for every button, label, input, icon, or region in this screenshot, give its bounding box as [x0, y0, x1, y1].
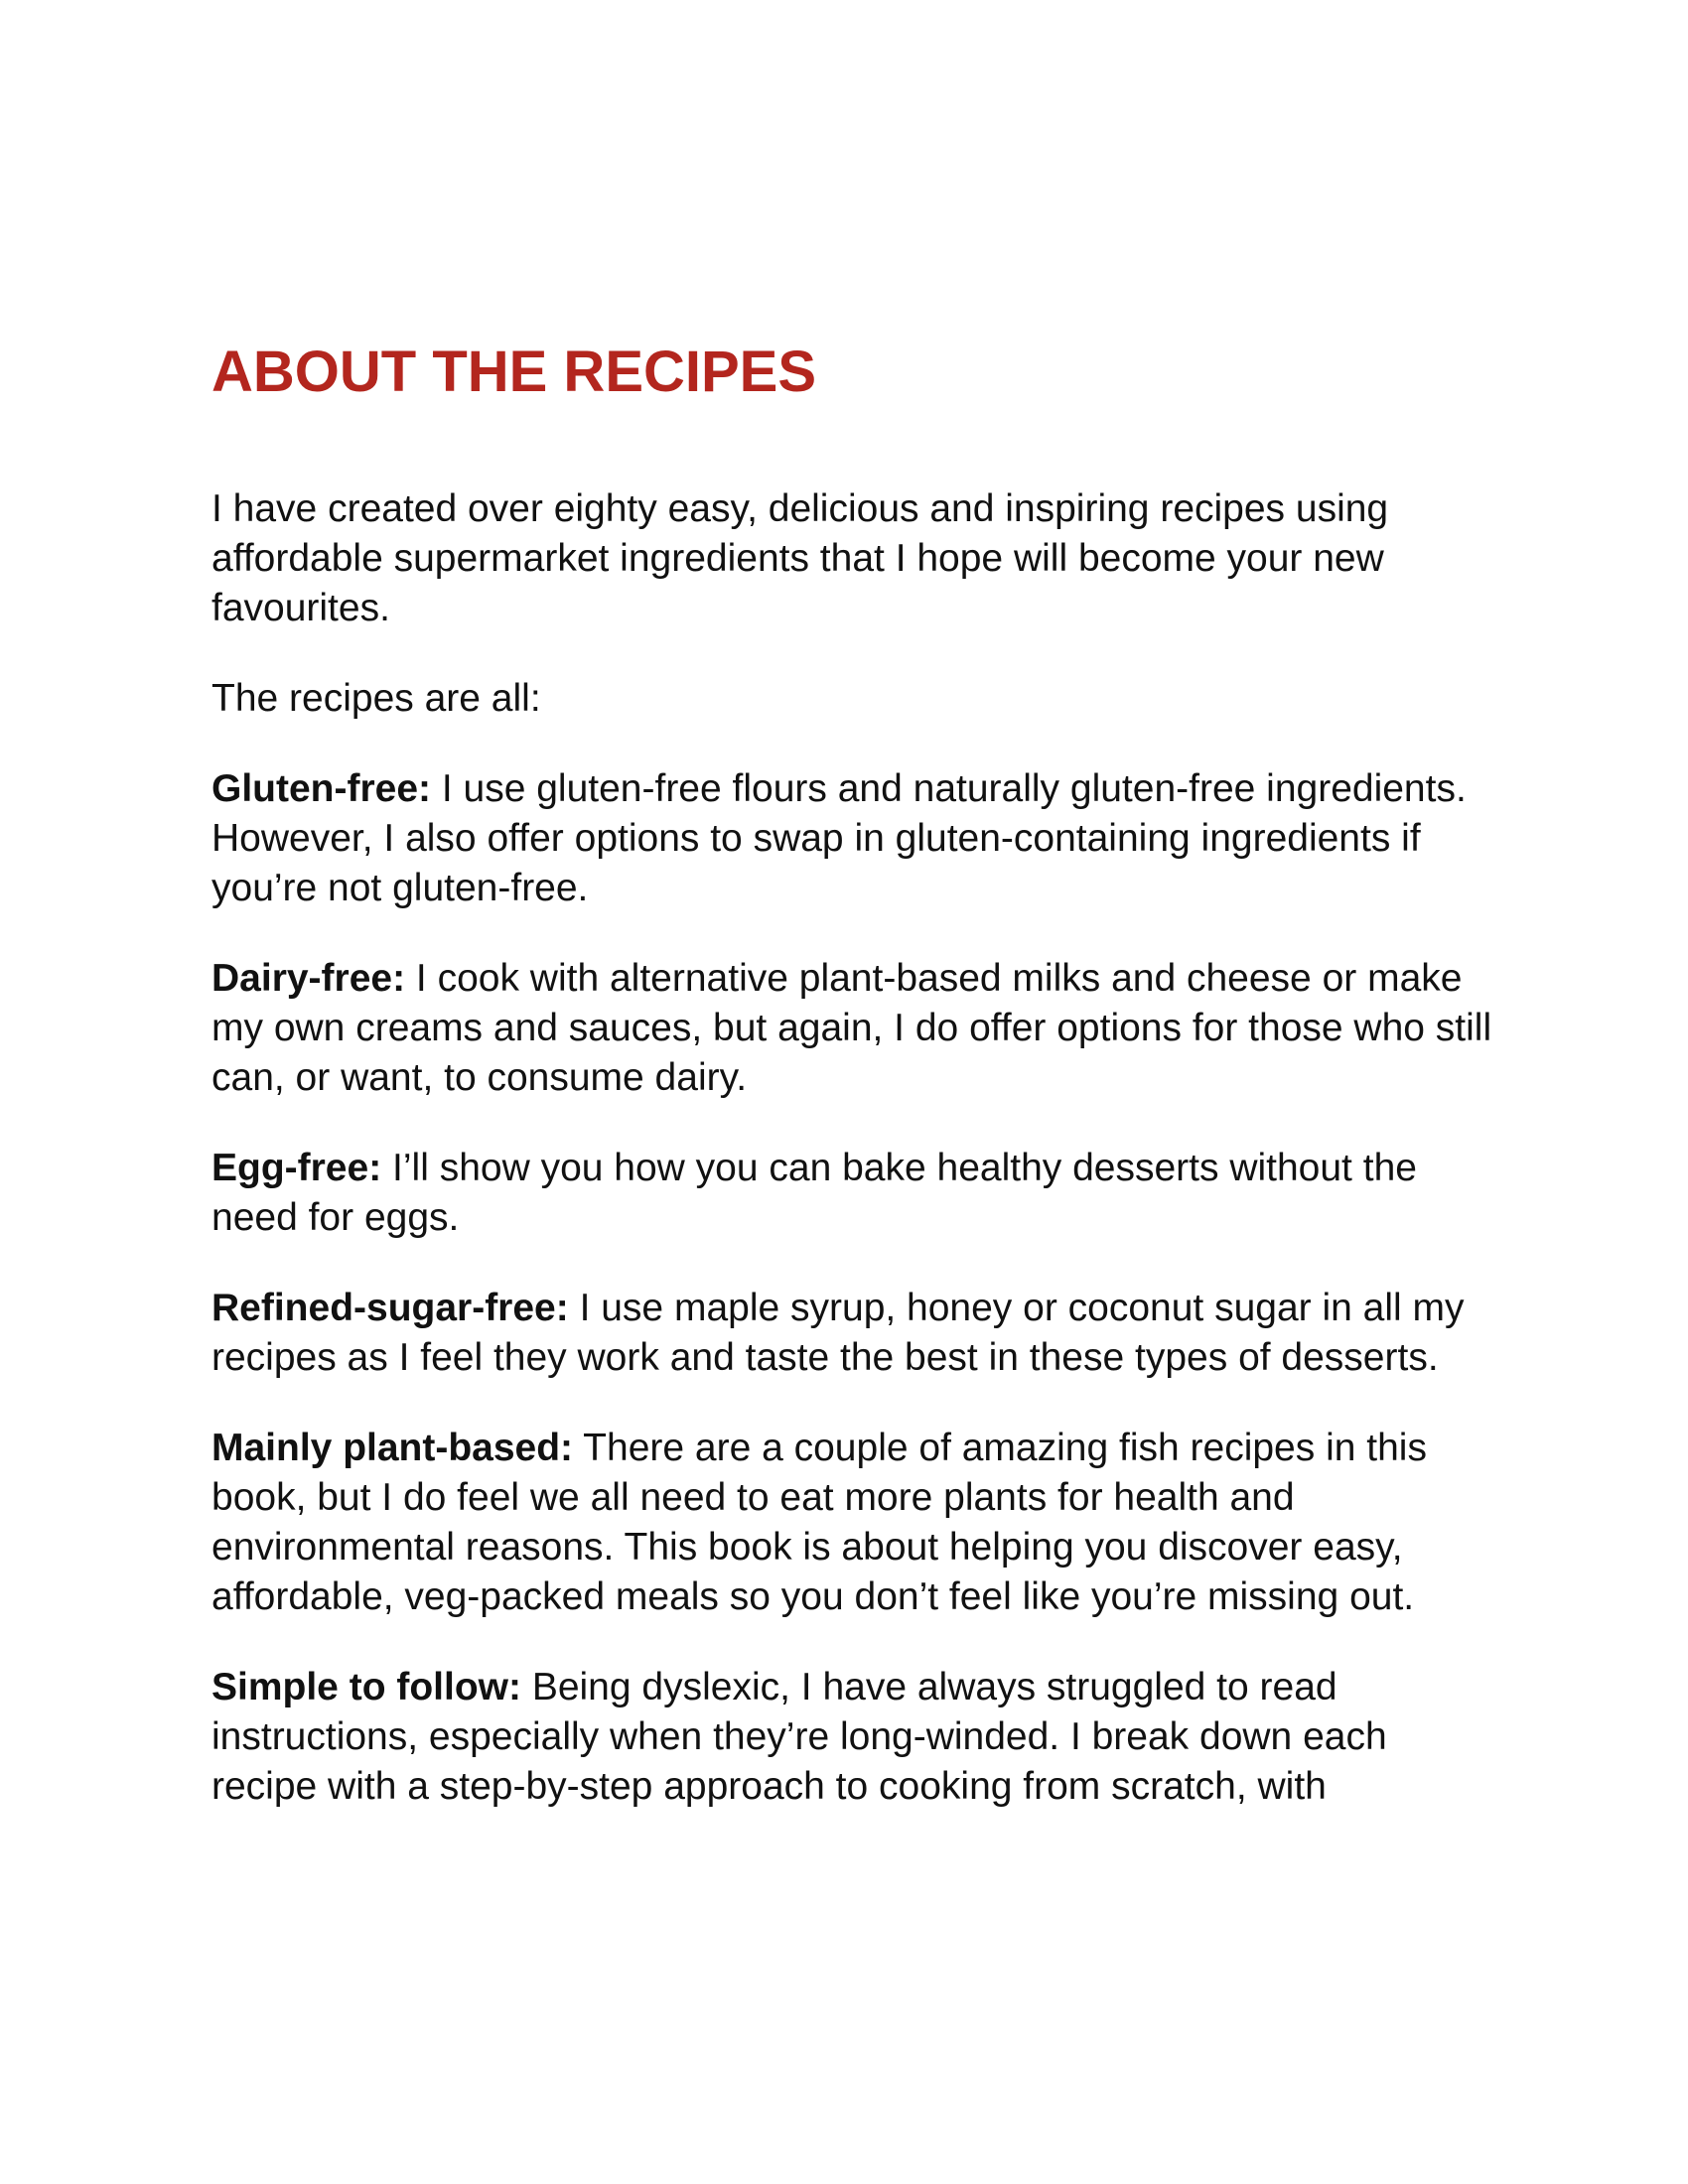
section-text: I cook with alternative plant-based milks and cheese or make my own creams and sauces, but again, I do offer options for those who still can, or want, to consume dairy.: [211, 957, 1492, 1099]
page-title: ABOUT THE RECIPES: [211, 340, 817, 404]
section-mainly-plant-based: [211, 1424, 1492, 1622]
section-text: There are a couple of amazing fish recipes in this book, but I do feel we all need to eat more plants for health and environmental reasons. This book is about helping you discover easy, affordable, veg-packed meals so you don’t feel like you’re missing out.: [211, 1427, 1427, 1618]
page-content: [211, 338, 1492, 1812]
section-dairy-free: [211, 954, 1492, 1103]
section-gluten-free: [211, 764, 1492, 913]
section-label: Simple to follow:: [211, 1666, 521, 1708]
section-text: I’ll show you how you can bake healthy desserts without the need for eggs.: [211, 1147, 1417, 1239]
section-label: Gluten-free:: [211, 767, 432, 810]
section-text: I use maple syrup, honey or coconut sugar in all my recipes as I feel they work and taste the best in these types of desserts.: [211, 1287, 1465, 1379]
lead-paragraph: The recipes are all:: [211, 677, 541, 720]
section-egg-free: [211, 1144, 1492, 1243]
section-text: I use gluten-free flours and naturally gluten-free ingredients. However, I also offer options to swap in gluten-containing ingredients if you’re not gluten-free.: [211, 767, 1467, 909]
section-label: Mainly plant-based:: [211, 1427, 574, 1469]
section-label: Egg-free:: [211, 1147, 382, 1189]
section-label: Refined-sugar-free:: [211, 1287, 569, 1329]
intro-paragraph: I have created over eighty easy, delicious and inspiring recipes using affordable supermarket ingredients that I hope will become your new favourites.: [211, 487, 1389, 629]
section-label: Dairy-free:: [211, 957, 406, 1000]
section-refined-sugar-free: [211, 1284, 1492, 1383]
section-text: Being dyslexic, I have always struggled to read instructions, especially when they’re long-winded. I break down each recipe with a step-by-step approach to cooking from scratch, with: [211, 1666, 1387, 1808]
section-simple-to-follow: [211, 1663, 1492, 1812]
